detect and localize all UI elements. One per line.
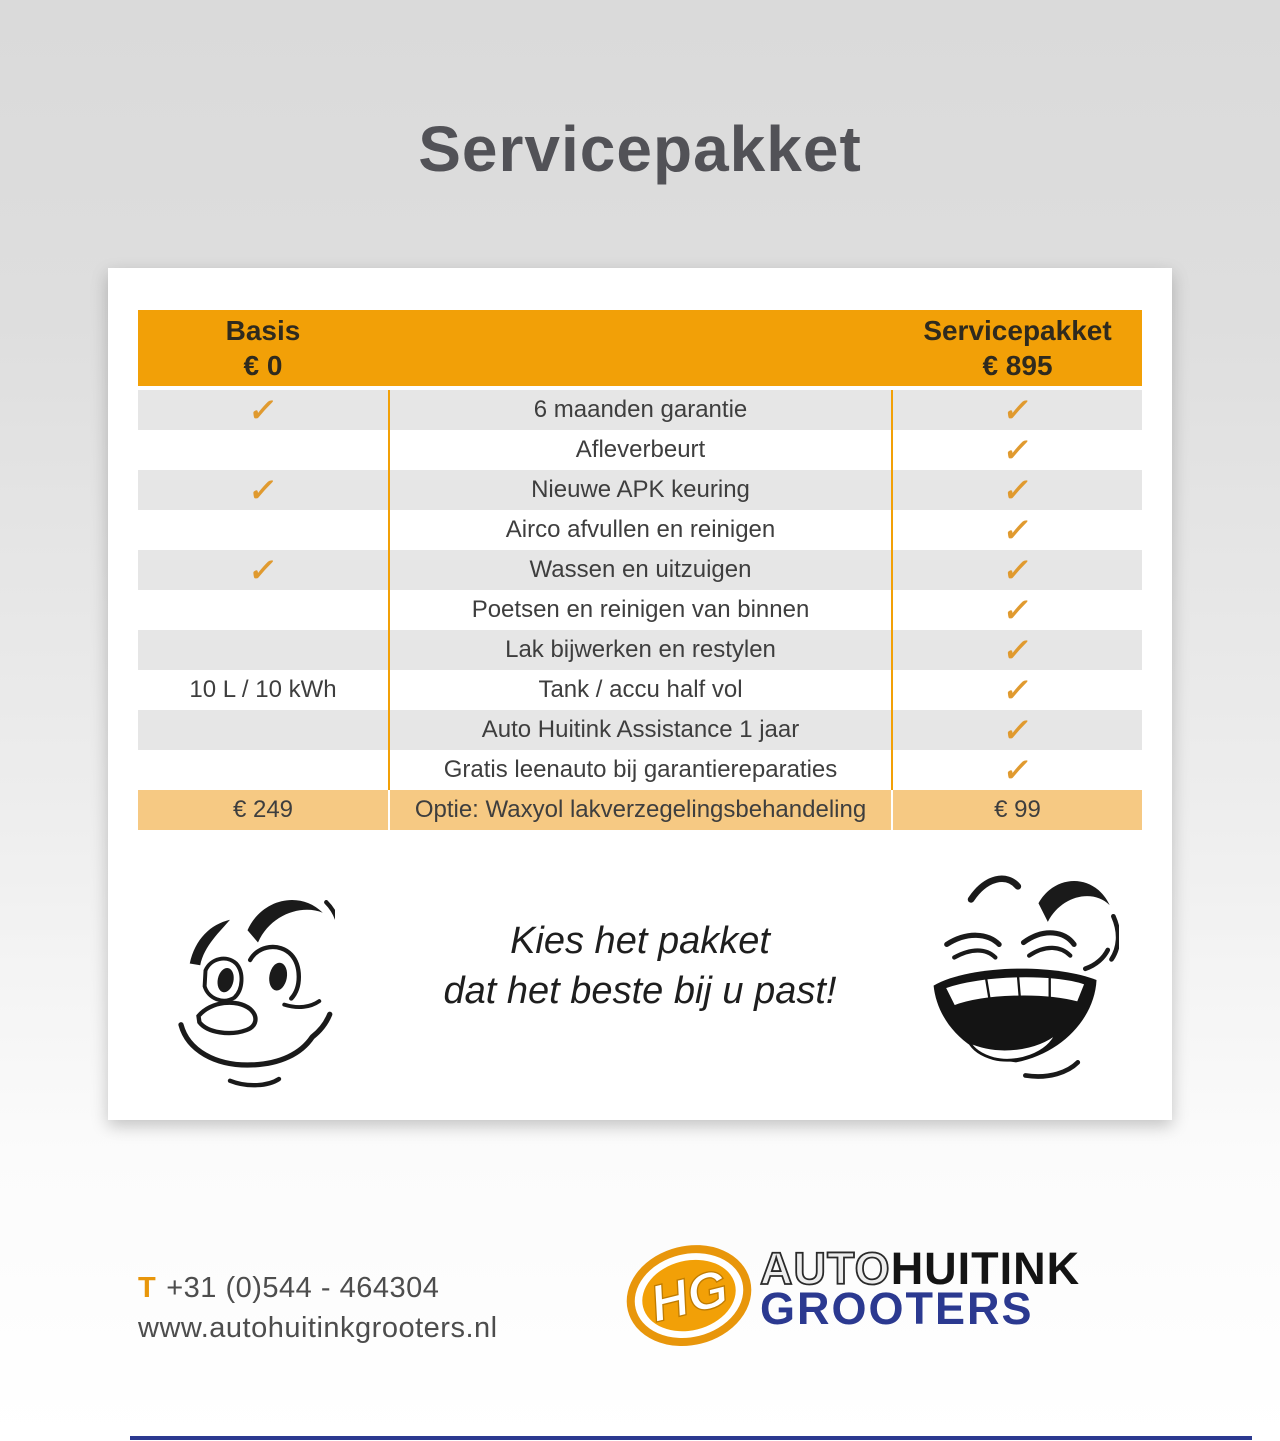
hg-logo-letters: HG (644, 1257, 734, 1333)
basis-check-icon: ✓ (246, 392, 280, 428)
table-row (138, 430, 1142, 470)
servicepakket-column-header (893, 313, 1142, 383)
servicepakket-check-icon: ✓ (1000, 432, 1035, 468)
phone-line (138, 1272, 439, 1305)
basis-column-header (138, 313, 388, 383)
servicepakket-header-label: Servicepakket (923, 315, 1112, 346)
dealer-logo-text (760, 1243, 1081, 1334)
table-row (138, 470, 1142, 510)
servicepakket-check-icon: ✓ (1000, 592, 1035, 628)
servicepakket-check-icon: ✓ (1000, 632, 1035, 668)
servicepakket-check-icon: ✓ (1000, 752, 1035, 788)
feature-label: Wassen en uitzuigen (388, 550, 893, 590)
servicepakket-option-price: € 99 (994, 796, 1041, 823)
servicepakket-header-price: € 895 (982, 350, 1053, 381)
website-url: www.autohuitinkgrooters.nl (138, 1312, 498, 1344)
basis-cell-empty (138, 710, 388, 750)
feature-label: Optie: Waxyol lakverzegelingsbehandeling (388, 790, 893, 830)
feature-label: Nieuwe APK keuring (388, 470, 893, 510)
page-title: Servicepakket (418, 113, 862, 185)
tagline-line1: Kies het pakket (510, 920, 770, 962)
table-row (138, 710, 1142, 750)
feature-label: Airco afvullen en reinigen (388, 510, 893, 550)
table-row (138, 750, 1142, 790)
hg-logo-badge-icon (622, 1240, 756, 1352)
servicepakket-check-icon: ✓ (1000, 552, 1035, 588)
logo-auto: AUTO (760, 1243, 891, 1294)
table-row (138, 630, 1142, 670)
basis-cell-empty (138, 430, 388, 470)
feature-label: Auto Huitink Assistance 1 jaar (388, 710, 893, 750)
basis-cell-empty (138, 750, 388, 790)
basis-header-label: Basis (225, 315, 301, 346)
basis-cell-empty (138, 630, 388, 670)
basis-cell-empty (138, 510, 388, 550)
phone-number: +31 (0)544 - 464304 (166, 1272, 440, 1304)
phone-label: T (138, 1272, 157, 1304)
table-row (138, 510, 1142, 550)
package-comparison-table (138, 310, 1142, 830)
servicepakket-check-icon: ✓ (1000, 392, 1035, 428)
feature-label: Gratis leenauto bij garantiereparaties (388, 750, 893, 790)
tagline-line2: dat het beste bij u past! (443, 970, 837, 1012)
basis-option-price: € 249 (232, 796, 294, 823)
feature-label: Tank / accu half vol (388, 670, 893, 710)
logo-grooters: GROOTERS (760, 1283, 1034, 1334)
basis-cell-empty (138, 590, 388, 630)
logo-huitink: HUITINK (890, 1243, 1081, 1294)
feature-label: 6 maanden garantie (388, 390, 893, 430)
table-row (138, 390, 1142, 430)
feature-label: Afleverbeurt (388, 430, 893, 470)
servicepakket-check-icon: ✓ (1000, 712, 1035, 748)
feature-label: Poetsen en reinigen van binnen (388, 590, 893, 630)
servicepakket-check-icon: ✓ (1000, 512, 1035, 548)
servicepakket-check-icon: ✓ (1000, 672, 1035, 708)
basis-header-price: € 0 (243, 350, 283, 381)
basis-check-icon: ✓ (246, 552, 280, 588)
table-header-row (138, 310, 1142, 386)
table-row (138, 550, 1142, 590)
footer-divider-line (130, 1436, 1252, 1440)
table-row (138, 670, 1142, 710)
basis-check-icon: ✓ (246, 472, 280, 508)
feature-label: Lak bijwerken en restylen (388, 630, 893, 670)
basis-value: 10 L / 10 kWh (189, 676, 337, 703)
table-row-option (138, 790, 1142, 830)
servicepakket-card (108, 268, 1172, 1120)
servicepakket-check-icon: ✓ (1000, 472, 1035, 508)
table-row (138, 590, 1142, 630)
